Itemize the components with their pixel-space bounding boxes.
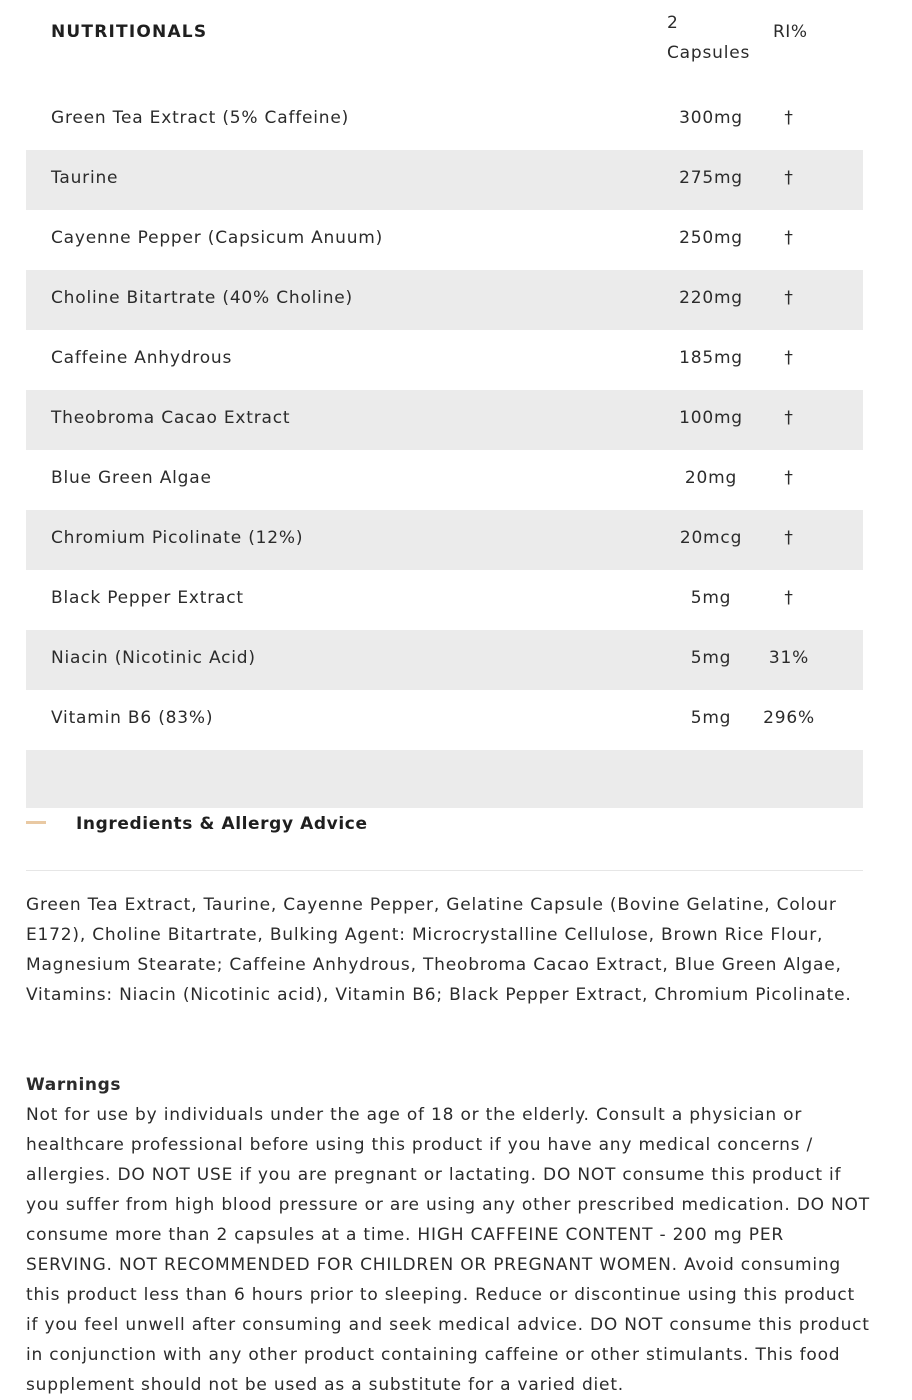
ingredient-name: Niacin (Nicotinic Acid) <box>51 648 256 668</box>
table-row <box>26 150 863 210</box>
nutrition-table-header <box>0 0 912 88</box>
ri-percent-header: RI% <box>773 22 808 42</box>
ingredient-ri: † <box>784 168 794 188</box>
ingredient-amount: 185mg <box>679 348 743 368</box>
ingredients-accordion-title: Ingredients & Allergy Advice <box>76 814 368 834</box>
ingredient-ri: † <box>784 468 794 488</box>
table-row <box>26 510 863 570</box>
ingredient-amount: 275mg <box>679 168 743 188</box>
ingredient-ri: 31% <box>768 648 810 668</box>
ingredient-ri: † <box>784 228 794 248</box>
ingredient-amount: 20mcg <box>679 528 743 548</box>
serving-size-header <box>667 8 767 68</box>
table-row <box>26 270 863 330</box>
warnings-text: Not for use by individuals under the age of 18 or the elderly. Consult a physician or healthcare professional before using this product if you have any medical concerns / allergies. DO NOT USE if you are pregnant or lactating. DO NOT consume this product if you suffer from high blood pressure or are using any other prescribed medication. DO NOT consume more than 2 capsules at a time. HIGH CAFFEINE CONTENT - 200 mg PER SERVING. NOT RECOMMENDED FOR CHILDREN OR PREGNANT WOMEN. Avoid consuming this product less than 6 hours prior to sleeping. Reduce or discontinue using this product if you feel unwell after consuming and seek medical advice. DO NOT consume this product in conjunction with any other product containing caffeine or other stimulants. This food supplement should not be used as a substitute for a varied diet. <box>26 1105 870 1395</box>
ingredient-ri: † <box>784 588 794 608</box>
collapse-dash-icon <box>26 821 46 824</box>
ingredient-ri: † <box>784 408 794 428</box>
nutritionals-heading: NUTRITIONALS <box>51 22 208 42</box>
ingredient-amount: 250mg <box>679 228 743 248</box>
ingredient-name: Green Tea Extract (5% Caffeine) <box>51 108 350 128</box>
ingredient-name: Blue Green Algae <box>51 468 212 488</box>
ingredient-name: Black Pepper Extract <box>51 588 244 608</box>
ingredient-name: Caffeine Anhydrous <box>51 348 233 368</box>
ingredient-amount: 5mg <box>690 648 732 668</box>
ingredient-amount: 5mg <box>690 708 732 728</box>
serving-count: 2 <box>667 13 679 33</box>
table-row <box>26 210 863 270</box>
table-row <box>26 690 863 750</box>
warnings-heading: Warnings <box>26 1075 122 1095</box>
ingredient-name: Choline Bitartrate (40% Choline) <box>51 288 353 308</box>
ingredient-name: Chromium Picolinate (12%) <box>51 528 304 548</box>
table-footer-row <box>26 750 863 808</box>
serving-unit: Capsules <box>667 43 751 63</box>
ingredient-ri: † <box>784 288 794 308</box>
ingredient-name: Taurine <box>51 168 119 188</box>
ingredient-amount: 300mg <box>679 108 743 128</box>
ingredient-ri: † <box>784 108 794 128</box>
table-row <box>26 390 863 450</box>
table-row <box>26 630 863 690</box>
table-row <box>26 330 863 390</box>
table-row <box>26 450 863 510</box>
ingredient-amount: 5mg <box>690 588 732 608</box>
ingredient-amount: 20mg <box>684 468 738 488</box>
ingredient-amount: 220mg <box>679 288 743 308</box>
ingredient-ri: † <box>784 348 794 368</box>
ingredients-text: Green Tea Extract, Taurine, Cayenne Pepper, Gelatine Capsule (Bovine Gelatine, Colour E172), Choline Bitartrate, Bulking Agent: Microcrystalline Cellulose, Brown Rice Flour, Magnesium Stearate; Caffeine Anhydrous, Theobroma Cacao Extract, Blue Green Algae, Vitamins: Niacin (Nicotinic acid), Vitamin B6; Black Pepper Extract, Chromium Picolinate. <box>26 895 852 1005</box>
ingredient-name: Vitamin B6 (83%) <box>51 708 214 728</box>
ingredient-ri: 296% <box>763 708 815 728</box>
ingredient-amount: 100mg <box>679 408 743 428</box>
ingredient-ri: † <box>784 528 794 548</box>
table-row <box>26 90 863 150</box>
ingredient-name: Theobroma Cacao Extract <box>51 408 291 428</box>
ingredients-accordion-toggle[interactable] <box>26 808 863 871</box>
ingredient-name: Cayenne Pepper (Capsicum Anuum) <box>51 228 384 248</box>
table-row <box>26 570 863 630</box>
nutrition-table <box>26 90 863 808</box>
